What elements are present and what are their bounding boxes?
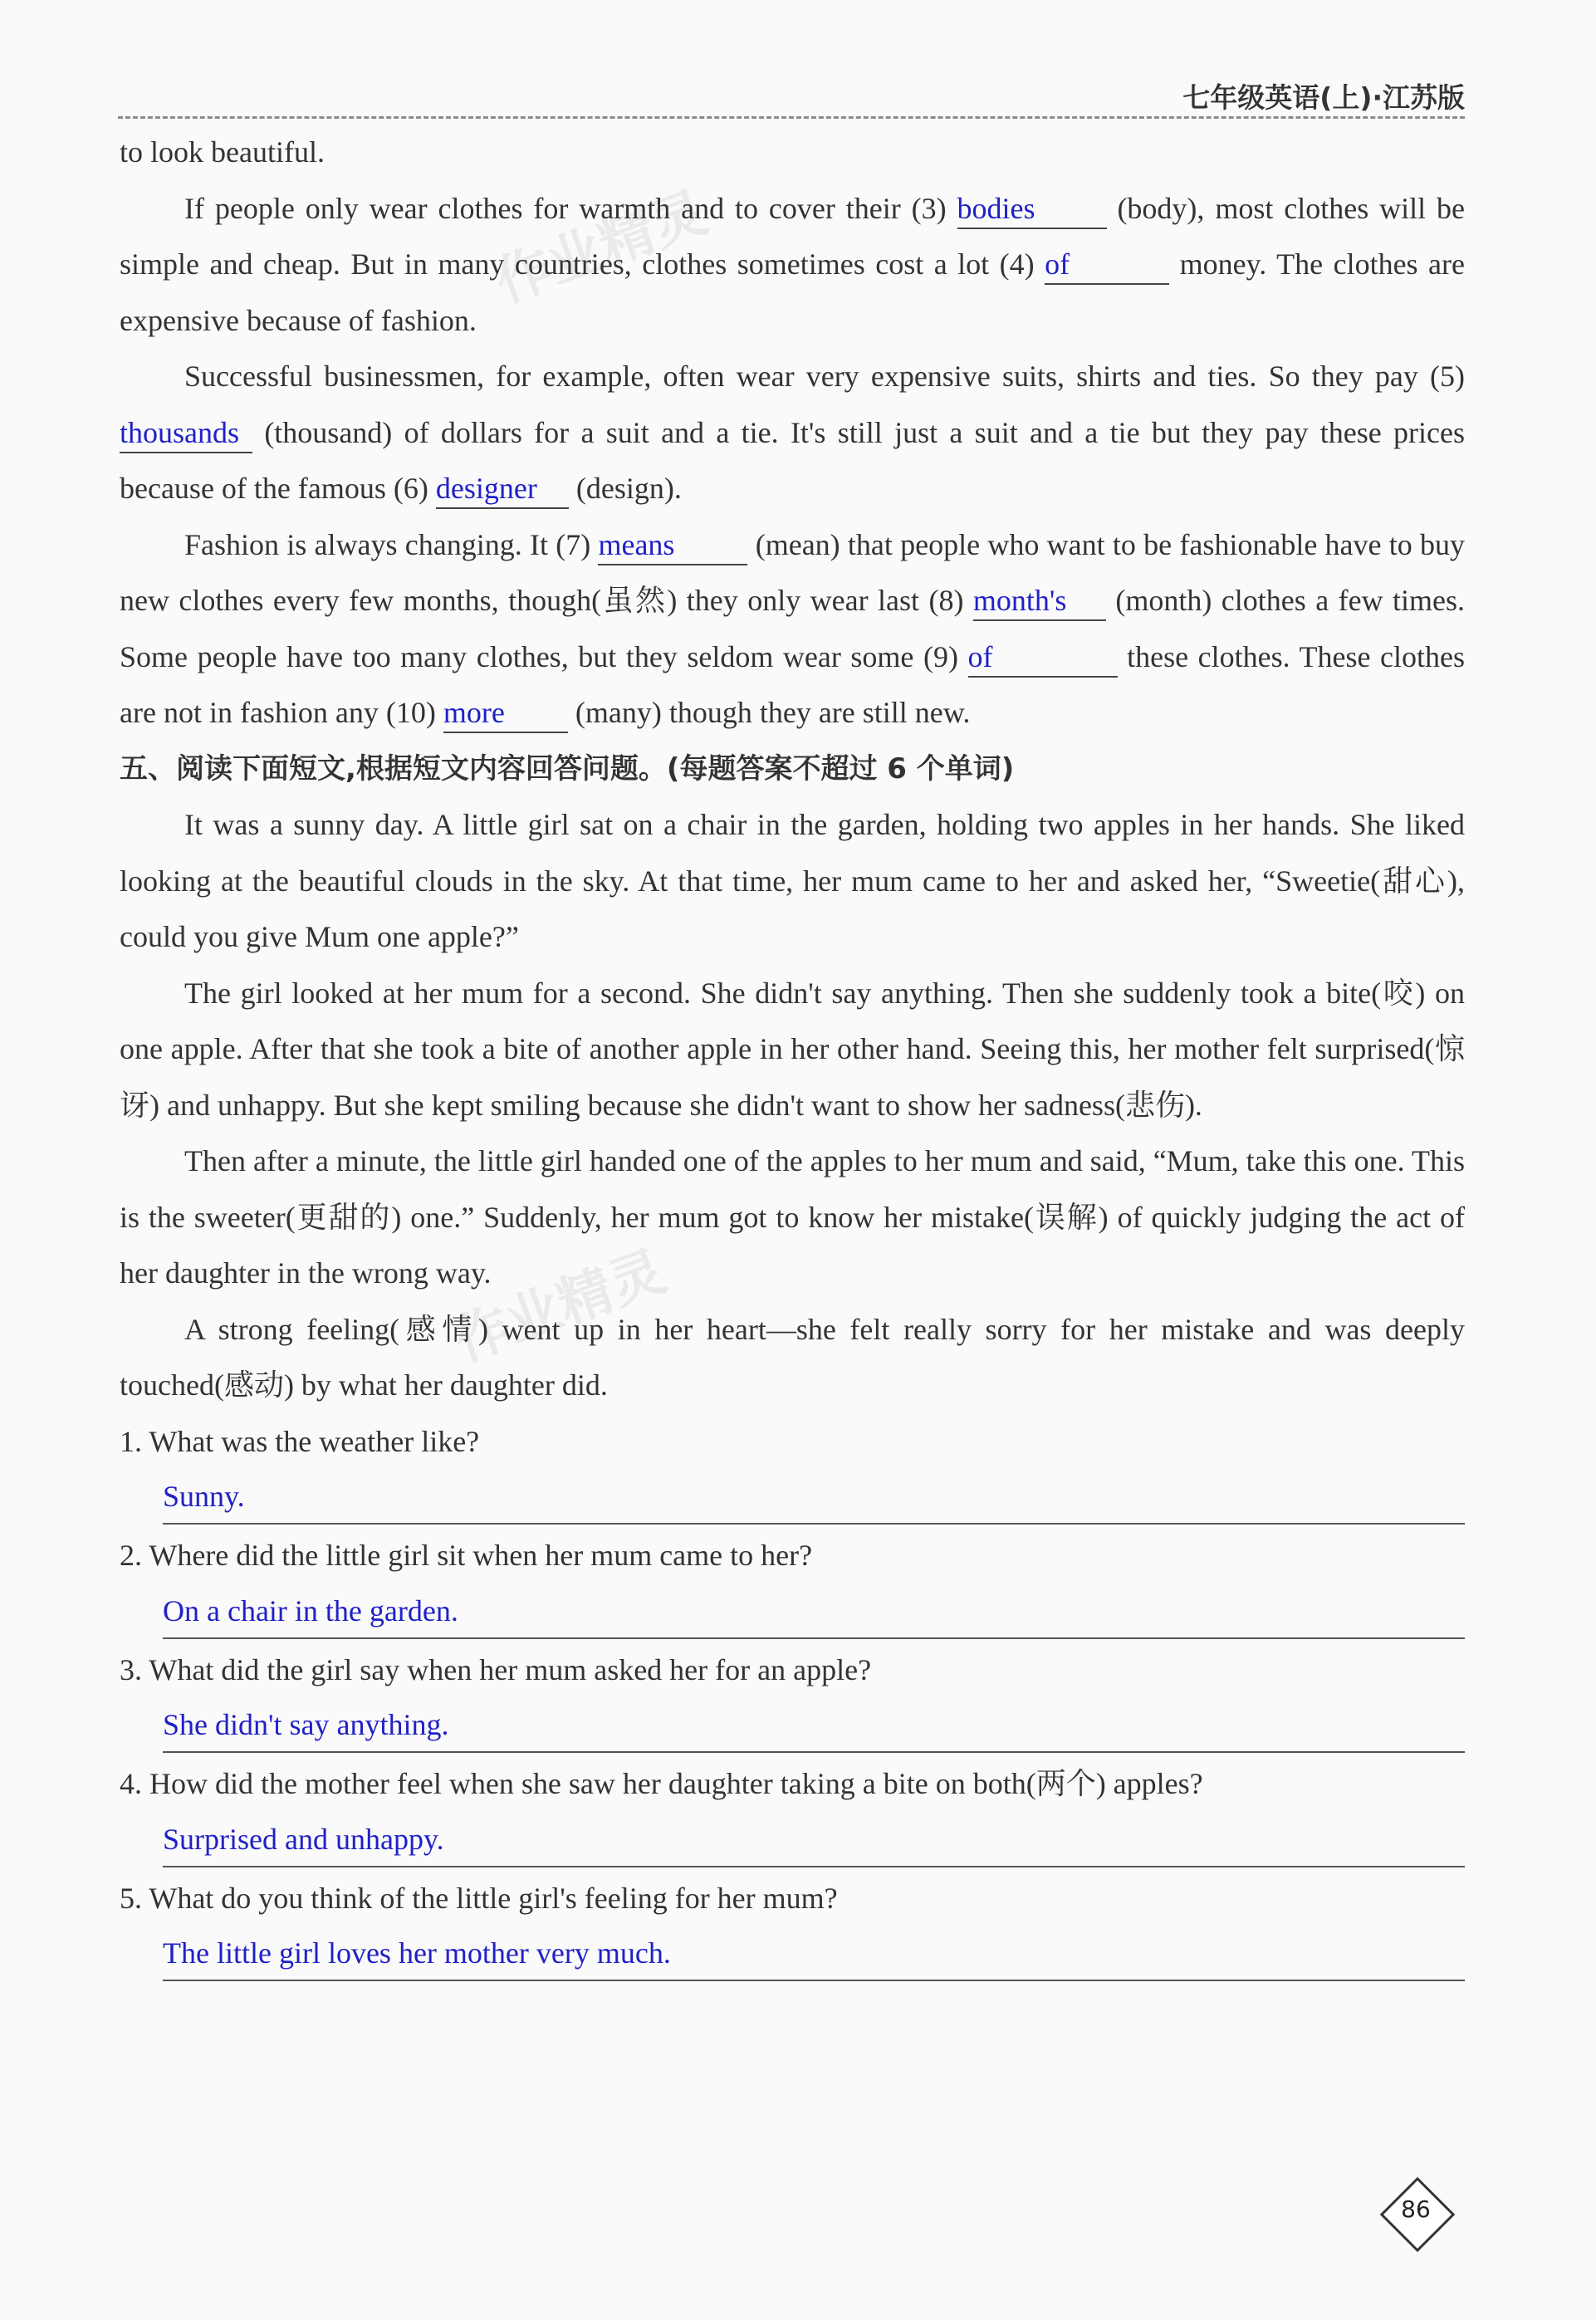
answer-blank-8: month's — [973, 581, 1106, 621]
text-fragment: (mean) that people who want to be fashionable have to buy new clothes every few months, though(虽然) they only wear last (8) — [120, 527, 1466, 617]
page-header — [118, 66, 1465, 119]
passage-paragraph-1 — [120, 181, 1465, 350]
content — [120, 125, 1465, 1985]
story-paragraph-1: It was a sunny day. A little girl sat on a chair in the garden, holding two apples in her hands. She liked looking at the beautiful clouds in the sky. At that time, her mum came to her and asked her, “Sweetie(甜心), could you give Mum one apple?” — [120, 808, 1465, 953]
page-number-badge — [1380, 2177, 1452, 2249]
text-fragment: (month) clothes a few times. Some people have too many clothes, but they seldom wear some (9) — [120, 584, 1466, 673]
answer-blank-4: of — [1045, 245, 1169, 285]
answer-blank-7: means — [598, 526, 747, 565]
answer-blank-10: more — [443, 693, 568, 733]
book-title: 七年级英语(上)·江苏版 — [1182, 81, 1465, 114]
text-fragment: these clothes. These clothes are not in fashion any (10) — [120, 639, 1466, 729]
text-fragment: (thousand) of dollars for a suit and a tie. It's still just a suit and a tie but they pay these prices because of the famous (6) — [120, 415, 1465, 505]
story-paragraph-3: Then after a minute, the little girl handed one of the apples to her mum and said, “Mum, take this one. This is the sweeter(更甜的) one.” Suddenly, her mum got to know her mistake(误解) of quickly judging the act of her daughter in the wrong way. — [120, 1144, 1465, 1290]
story-paragraph-4: A strong feeling(感情) went up in her heart—she felt really sorry for her mistake and was deeply touched(感动) by what her daughter did. — [120, 1312, 1465, 1402]
text-fragment: If people only wear clothes for warmth and to cover their (3) — [184, 191, 947, 225]
answer-blank-3: bodies — [957, 189, 1107, 229]
watermark-top: 作业精灵 — [487, 179, 716, 316]
story-paragraph-2: The girl looked at her mum for a second. She didn't say anything. Then she suddenly took a bite(咬) on one apple. After that she took a bite of another apple in her other hand. Seeing this, her mother felt surprised(惊讶) and unhappy. But she kept smiling because she didn't want to show her sadness(悲伤). — [120, 976, 1465, 1122]
answer-3: She didn't say anything. — [163, 1698, 1465, 1753]
answer-blank-9: of — [968, 638, 1118, 678]
question-list — [120, 1414, 1465, 1982]
question-4: 4. How did the mother feel when she saw her daughter taking a bite on both(两个) apples? — [120, 1767, 1203, 1800]
answer-2: On a chair in the garden. — [163, 1584, 1465, 1639]
question-1: 1. What was the weather like? — [120, 1424, 480, 1458]
question-3: 3. What did the girl say when her mum asked her for an apple? — [120, 1652, 872, 1686]
text-fragment: (body), most clothes will be simple and cheap. But in many countries, clothes sometimes cost a lot (4) — [120, 191, 1465, 281]
text-fragment: (design). — [575, 472, 682, 505]
passage-paragraph-2 — [120, 349, 1465, 517]
answer-blank-5: thousands — [120, 414, 252, 453]
section-5-title: 五、阅读下面短文,根据短文内容回答问题。(每题答案不超过 6 个单词) — [120, 751, 1015, 786]
question-2: 2. Where did the little girl sit when her mum came to her? — [120, 1539, 813, 1572]
passage-paragraph-3 — [120, 517, 1465, 742]
answer-blank-6: designer — [436, 469, 569, 509]
page-number: 86 — [1401, 2195, 1431, 2223]
answer-5: The little girl loves her mother very much. — [163, 1926, 1465, 1981]
watermark-middle: 作业精灵 — [445, 1238, 674, 1374]
question-5: 5. What do you think of the little girl's feeling for her mum? — [120, 1881, 838, 1915]
passage-line-continued: to look beautiful. — [120, 135, 325, 169]
answer-4: Surprised and unhappy. — [163, 1813, 1465, 1867]
text-fragment: Successful businessmen, for example, often wear very expensive suits, shirts and ties. So they pay (5) — [184, 360, 1465, 393]
text-fragment: money. The clothes are expensive because of fashion. — [120, 247, 1466, 337]
answer-1: Sunny. — [163, 1470, 1465, 1525]
text-fragment: (many) though they are still new. — [575, 696, 971, 729]
text-fragment: Fashion is always changing. It (7) — [184, 527, 591, 561]
